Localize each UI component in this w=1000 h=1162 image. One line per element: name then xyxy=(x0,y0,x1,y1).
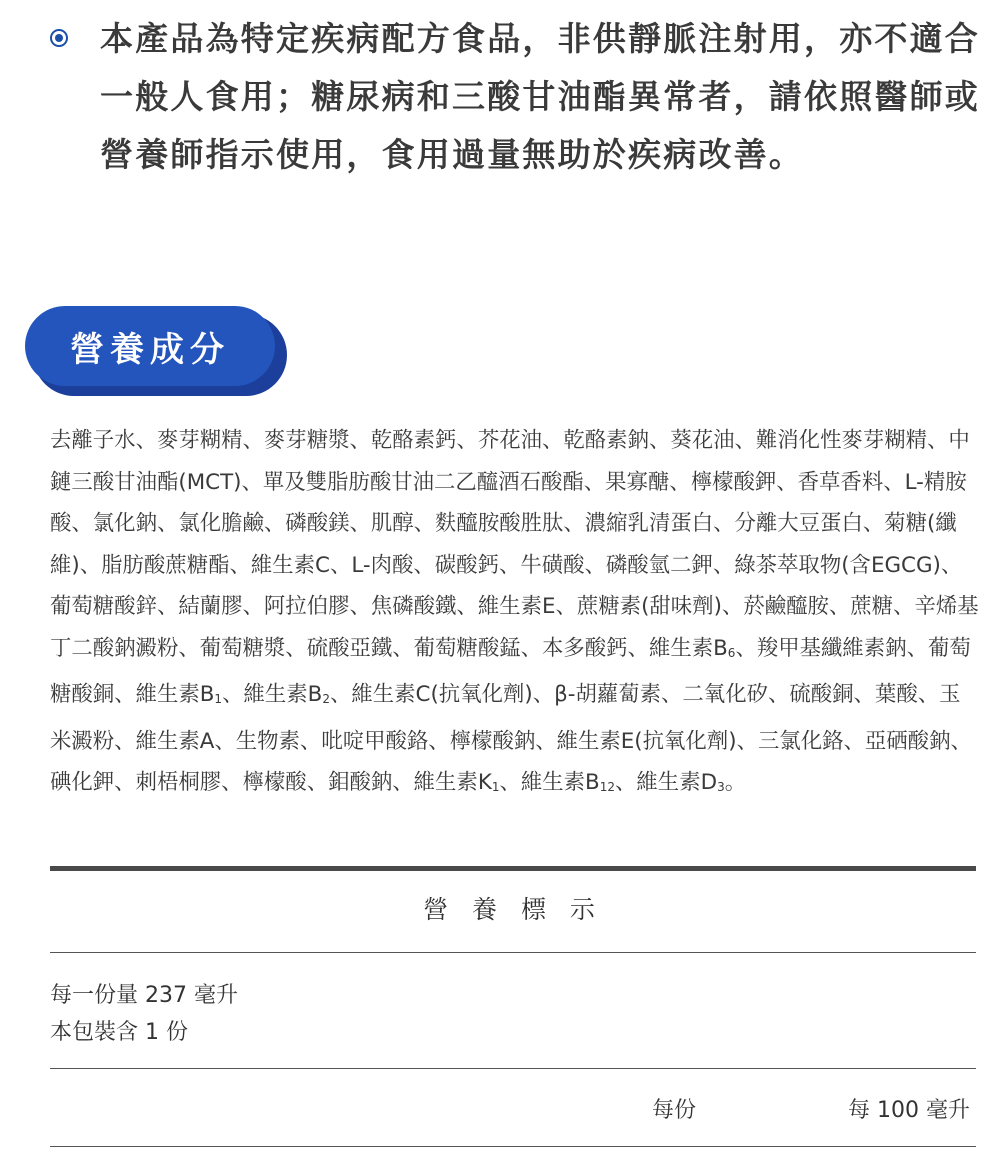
ingredients-text: 、維生素B xyxy=(222,682,323,707)
notice-block xyxy=(50,10,980,184)
ingredients-text: 、維生素C(抗氧化劑)、β-胡蘿蔔素、二氧化矽、硫酸銅、葉酸、玉米澱粉、維生素A、生物素、吡啶甲酸鉻、檸檬酸鈉、維生素E(抗氧化劑)、三氯化鉻、亞硒酸鈉、碘化鉀、刺梧桐膠、檸檬酸、鉬酸鈉、維生素K xyxy=(50,682,972,795)
subscript: 1 xyxy=(214,692,223,706)
ingredients-text: 、羧甲基纖維素鈉、葡萄糖酸銅、維生素B xyxy=(50,635,971,707)
badge-label: 營養成分 xyxy=(25,306,275,386)
nutrition-table-title: 營 養 標 示 xyxy=(423,895,603,924)
table-top-rule xyxy=(50,866,976,871)
subscript: 2 xyxy=(322,692,330,706)
servings-per-package: 本包裝含 1 份 xyxy=(50,1020,188,1045)
column-per-serving: 每份 xyxy=(652,1098,697,1123)
notice-text: 本產品為特定疾病配方食品，非供靜脈注射用，亦不適合一般人食用；糖尿病和三酸甘油酯異常者，請依照醫師或營養師指示使用，食用過量無助於疾病改善。 xyxy=(100,19,980,174)
table-divider xyxy=(50,952,976,953)
table-divider xyxy=(50,1146,976,1147)
column-per-100ml: 每 100 毫升 xyxy=(848,1098,970,1123)
subscript: 1 xyxy=(491,780,500,794)
ingredients-list xyxy=(50,420,980,809)
subscript: 3 xyxy=(717,780,725,794)
table-divider xyxy=(50,1068,976,1069)
ingredients-text: 、維生素B xyxy=(499,770,600,795)
ingredients-text: 去離子水、麥芽糊精、麥芽糖漿、乾酪素鈣、芥花油、乾酪素鈉、葵花油、難消化性麥芽糊精、中鏈三酸甘油酯(MCT)、單及雙脂肪酸甘油二乙醯酒石酸酯、果寡醣、檸檬酸鉀、香草香料、L-精胺酸、氯化鈉、氯化膽鹼、磷酸鎂、肌醇、麩醯胺酸胜肽、濃縮乳清蛋白、分離大豆蛋白、菊糖(纖維)、脂肪酸蔗糖酯、維生素C、L-肉酸、碳酸鈣、牛磺酸、磷酸氫二鉀、綠茶萃取物(含EGCG)、葡萄糖酸鋅、結蘭膠、阿拉伯膠、焦磷酸鐵、維生素E、蔗糖素(甜味劑)、菸鹼醯胺、蔗糖、辛烯基丁二酸鈉澱粉、葡萄糖漿、硫酸亞鐵、葡萄糖酸錳、本多酸鈣、維生素B xyxy=(50,428,979,661)
ingredients-text: 、維生素D xyxy=(615,770,718,795)
serving-size: 每一份量 237 毫升 xyxy=(50,983,238,1008)
subscript: 6 xyxy=(727,645,736,660)
radio-bullet-icon xyxy=(50,29,68,47)
ingredients-text: 。 xyxy=(724,770,747,795)
subscript: 12 xyxy=(599,780,616,794)
section-badge xyxy=(25,306,287,396)
